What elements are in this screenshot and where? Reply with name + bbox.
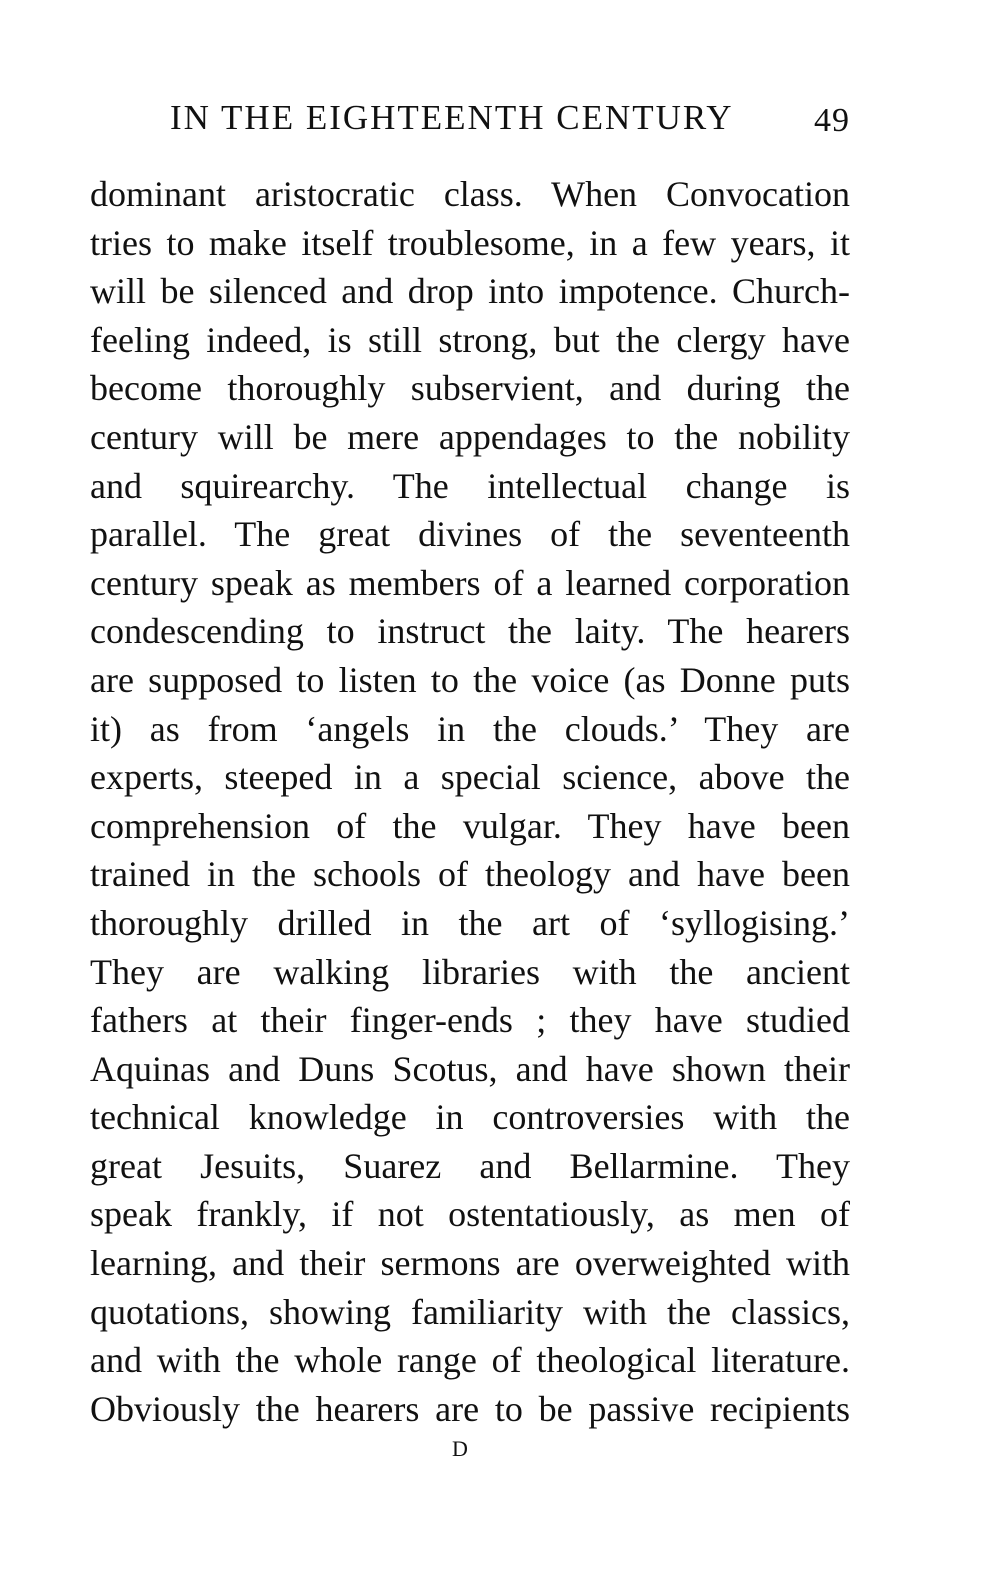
text-line: Obviously the hearers are to be passive recipients [90,1388,850,1429]
text-line: great Jesuits, Suarez and Bellarmine. They [90,1145,850,1186]
signature-mark: D [452,1436,469,1461]
text-line: They are walking libraries with the ancient [90,951,850,992]
text-line: parallel. The great divines of the seventeenth [90,514,850,555]
text-line: experts, steeped in a special science, above the [90,757,850,798]
text-line: century will be mere appendages to the nobility [90,416,850,457]
text-line: learning, and their sermons are overweighted with [90,1243,850,1284]
text-line: condescending to instruct the laity. The hearers [90,611,850,652]
text-line: century speak as members of a learned corporation [90,562,850,603]
text-line: will be silenced and drop into impotence. Church- [90,271,850,312]
text-line: it) as from ‘angels in the clouds.’ They are [90,708,850,749]
text-line: Aquinas and Duns Scotus, and have shown their [90,1048,850,1089]
text-line: thoroughly drilled in the art of ‘syllogising.’ [90,902,850,943]
text-line: and with the whole range of theological literature. [90,1340,850,1381]
running-title: IN THE EIGHTEENTH CENTURY [170,98,734,137]
text-line: are supposed to listen to the voice (as Donne puts [90,659,850,700]
text-line: comprehension of the vulgar. They have been [90,805,850,846]
text-line: speak frankly, if not ostentatiously, as men of [90,1194,850,1235]
text-line: quotations, showing familiarity with the classics, [90,1291,850,1332]
page-number: 49 [814,102,850,139]
text-line: tries to make itself troublesome, in a few years, it [90,222,850,263]
text-line: and squirearchy. The intellectual change is [90,465,850,506]
body-text [90,170,850,1433]
text-line: feeling indeed, is still strong, but the clergy have [90,319,850,360]
text-line: technical knowledge in controversies with the [90,1097,850,1138]
text-line: trained in the schools of theology and have been [90,854,850,895]
running-head [170,98,850,144]
text-line: dominant aristocratic class. When Convocation [90,174,850,214]
text-line: become thoroughly subservient, and during the [90,368,850,409]
text-line: fathers at their finger-ends ; they have studied [90,1000,850,1041]
